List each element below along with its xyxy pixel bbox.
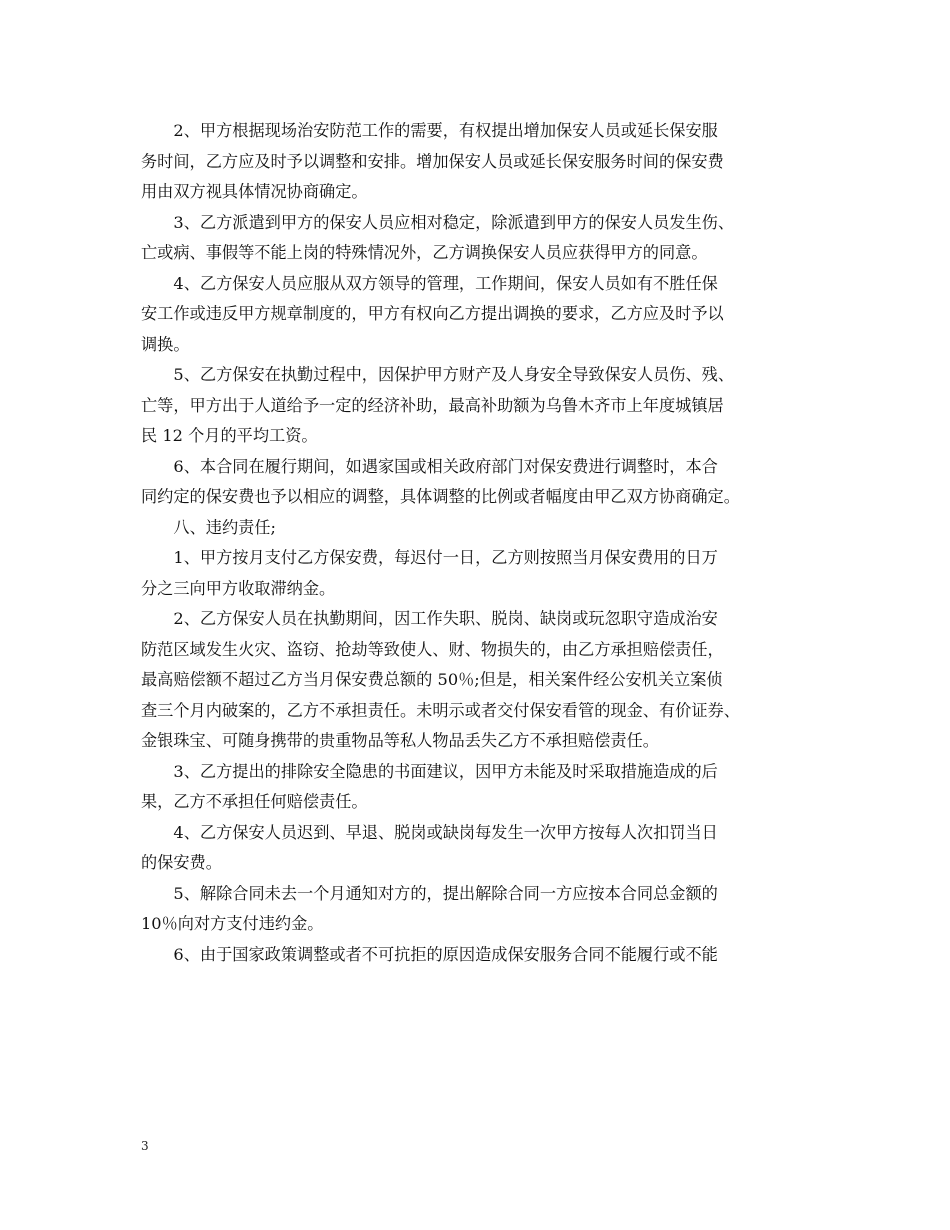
text-line: 亡等，甲方出于人道给予一定的经济补助，最高补助额为乌鲁木齐市上年度城镇居: [141, 395, 724, 415]
text-line: 6、本合同在履行期间，如遇家国或相关政府部门对保安费进行调整时，本合: [173, 456, 718, 476]
text-line: 亡或病、事假等不能上岗的特殊情况外，乙方调换保安人员应获得甲方的同意。: [141, 243, 708, 262]
text-line: 最高赔偿额不超过乙方当月保安费总额的 50％;但是，相关案件经公安机关立案侦: [141, 670, 723, 689]
clause-paragraph: [141, 818, 813, 879]
clause-paragraph: [141, 757, 813, 818]
text-line: 2、甲方根据现场治安防范工作的需要，有权提出增加保安人员或延长保安服: [173, 121, 718, 140]
text-line: 金银珠宝、可随身携带的贵重物品等私人物品丢失乙方不承担赔偿责任。: [141, 731, 659, 750]
text-line: 10％向对方支付违约金。: [141, 914, 324, 933]
text-line: 务时间，乙方应及时予以调整和安排。增加保安人员或延长保安服务时间的保安费: [141, 151, 724, 171]
document-body: [141, 116, 813, 970]
clause-paragraph: [141, 604, 813, 757]
text-line: 6、由于国家政策调整或者不可抗拒的原因造成保安服务合同不能履行或不能: [173, 944, 718, 964]
text-line: 用由双方视具体情况协商确定。: [141, 182, 368, 201]
text-line: 5、乙方保安在执勤过程中，因保护甲方财产及人身安全导致保安人员伤、残、: [173, 365, 735, 384]
clause-paragraph: [141, 879, 813, 940]
text-line: 4、乙方保安人员应服从双方领导的管理，工作期间，保安人员如有不胜任保: [173, 273, 718, 293]
text-line: 八、违约责任;: [173, 517, 276, 537]
text-line: 2、乙方保安人员在执勤期间，因工作失职、脱岗、缺岗或玩忽职守造成治安: [173, 609, 718, 628]
text-line: 3、乙方提出的排除安全隐患的书面建议，因甲方未能及时采取措施造成的后: [173, 761, 718, 781]
text-line: 查三个月内破案的，乙方不承担责任。未明示或者交付保安看管的现金、有价证券、: [141, 700, 740, 720]
clause-paragraph: [141, 543, 813, 604]
text-line: 同约定的保安费也予以相应的调整，具体调整的比例或者幅度由甲乙双方协商确定。: [141, 487, 740, 506]
text-line: 1、甲方按月支付乙方保安费，每迟付一日，乙方则按照当月保安费用的日万: [173, 548, 718, 567]
clause-paragraph: [141, 208, 813, 269]
text-line: 民 12 个月的平均工资。: [141, 426, 318, 445]
clause-paragraph: [141, 360, 813, 452]
clause-paragraph: [141, 940, 813, 971]
clause-paragraph: [141, 116, 813, 208]
section-heading: [141, 513, 813, 544]
text-line: 防范区域发生火灾、盗窃、抢劫等致使人、财、物损失的，由乙方承担赔偿责任，: [141, 639, 724, 659]
text-line: 的保安费。: [141, 853, 222, 872]
text-line: 分之三向甲方收取滞纳金。: [141, 578, 336, 598]
text-line: 3、乙方派遣到甲方的保安人员应相对稳定，除派遣到甲方的保安人员发生伤、: [173, 212, 735, 232]
clause-paragraph: [141, 269, 813, 361]
page-number: 3: [141, 1139, 149, 1153]
text-line: 果，乙方不承担任何赔偿责任。: [141, 792, 368, 811]
text-line: 5、解除合同未去一个月通知对方的，提出解除合同一方应按本合同总金额的: [173, 883, 718, 903]
clause-paragraph: [141, 452, 813, 513]
text-line: 调换。: [141, 334, 190, 354]
text-line: 4、乙方保安人员迟到、早退、脱岗或缺岗每发生一次甲方按每人次扣罚当日: [173, 822, 718, 842]
text-line: 安工作或违反甲方规章制度的，甲方有权向乙方提出调换的要求，乙方应及时予以: [141, 304, 724, 323]
